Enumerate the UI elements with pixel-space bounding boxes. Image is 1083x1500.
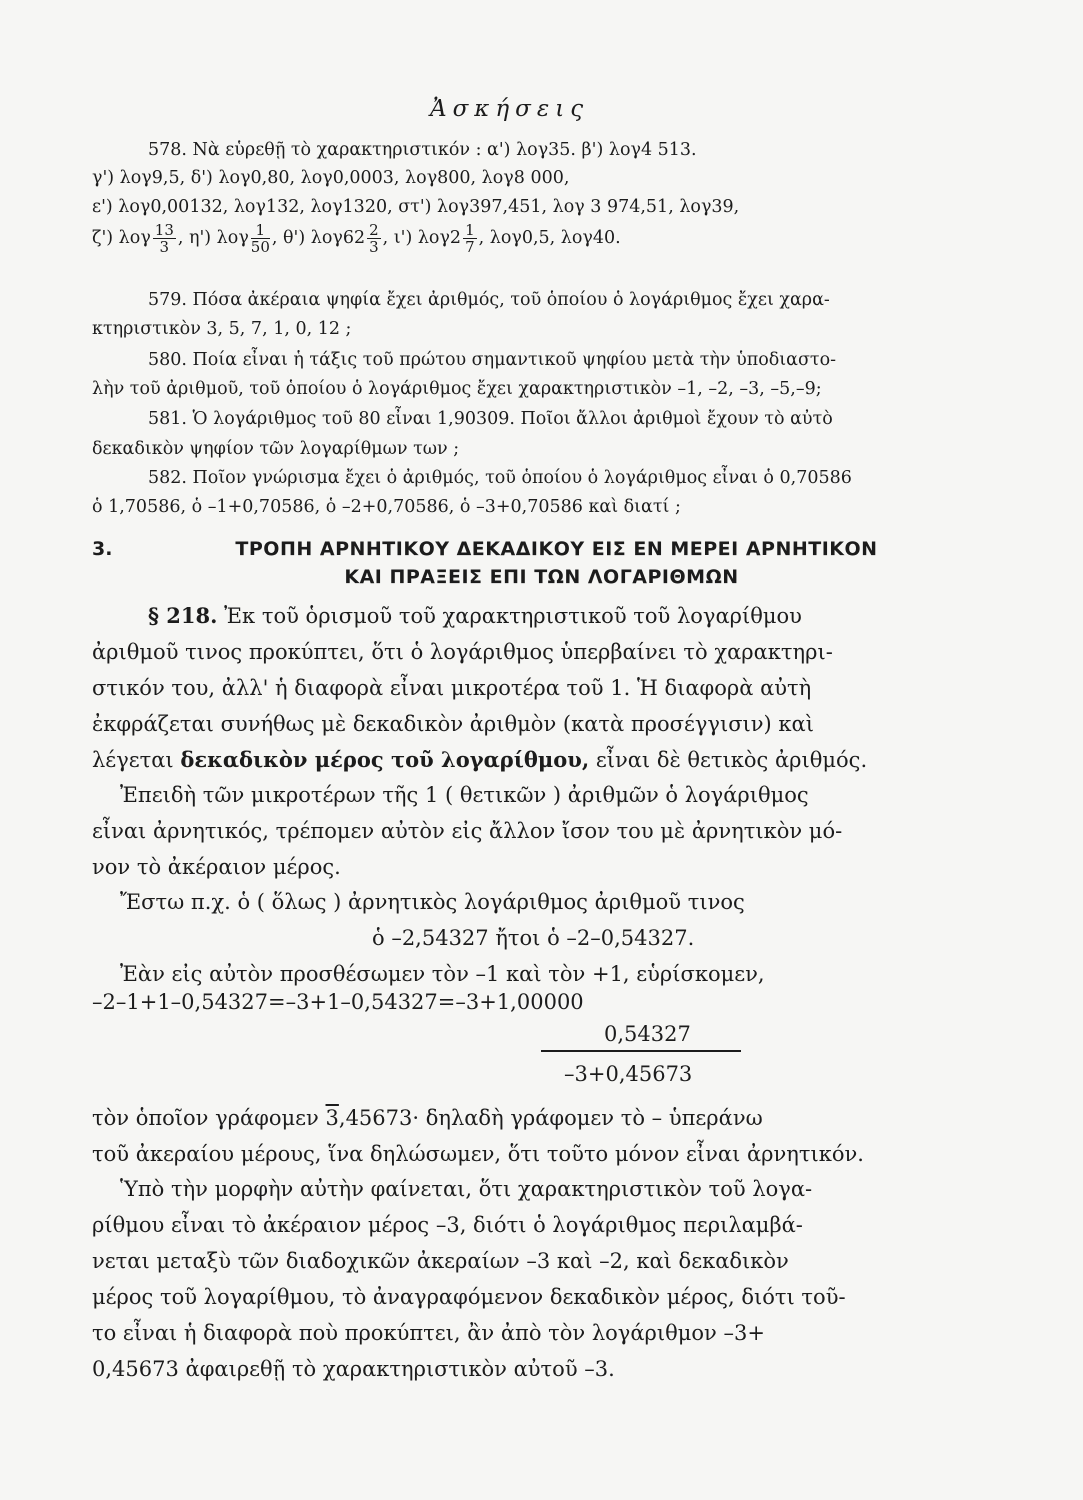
paragraph-example-line-1: Ἔστω π.χ. ὁ ( ὅλως ) ἀρνητικὸς λογάριθμος ἀριθμοῦ τινος: [120, 890, 745, 914]
paragraph-since-line-1: Ἐπειδὴ τῶν μικροτέρων τῆς 1 ( θετικῶν ) ἀριθμῶν ὁ λογάριθμος: [120, 783, 809, 807]
fraction-1-7: [463, 222, 477, 255]
bar-integer: 3: [325, 1106, 339, 1130]
paragraph-218-line-5: [92, 742, 867, 778]
calculation-line-2: 0,54327: [604, 1022, 691, 1046]
line-tail: , λογ0,5, λογ40.: [478, 228, 621, 248]
section-number: 3.: [92, 538, 113, 560]
exercise-579-line-1: 579. Πόσα ἀκέραια ψηφία ἔχει ἀριθμός, τοῦ ὁποίου ὁ λογάριθμος ἔχει χαρα-: [148, 290, 830, 310]
exercise-578-line-4: [92, 222, 621, 255]
exercise-581-line-1: 581. Ὁ λογάριθμος τοῦ 80 εἶναι 1,90309. Ποῖοι ἄλλοι ἀριθμοὶ ἔχουν τὸ αὐτὸ: [148, 409, 833, 429]
calculation-rule: [541, 1050, 741, 1052]
exercise-580-line-1: 580. Ποία εἶναι ἡ τάξις τοῦ πρώτου σημαντικοῦ ψηφίου μετὰ τὴν ὑποδιαστο-: [148, 350, 837, 370]
paragraph-text: λέγεται: [92, 748, 181, 772]
fraction-numerator: 1: [251, 222, 270, 239]
iota-label: , ι') λογ2: [382, 228, 462, 248]
exercise-578-line-3: ε') λογ0,00132, λογ132, λογ1320, στ') λογ397,451, λογ 3 974,51, λογ39,: [92, 197, 740, 217]
exercises-heading: Ἀσκήσεις: [430, 96, 590, 122]
paragraph-example-line-2: ὁ –2,54327 ἤτοι ὁ –2–0,54327.: [372, 926, 695, 950]
theta-label: , θ') λογ62: [271, 228, 366, 248]
exercise-579-line-2: κτηριστικὸν 3, 5, 7, 1, 0, 12 ;: [92, 319, 352, 339]
paragraph-text: εἶναι δὲ θετικὸς ἀριθμός.: [589, 748, 868, 772]
paragraph-form-line-6: 0,45673 ἀφαιρεθῇ τὸ χαρακτηριστικὸν αὐτοῦ –3.: [92, 1357, 615, 1381]
paragraph-form-line-5: το εἶναι ἡ διαφορὰ ποὺ προκύπτει, ἂν ἀπὸ τὸν λογάριθμον –3+: [92, 1321, 765, 1345]
paragraph-since-line-2: εἶναι ἀρνητικός, τρέπομεν αὐτὸν εἰς ἄλλον ἴσον του μὲ ἀρνητικὸν μό-: [92, 819, 843, 843]
section-title-line-2: ΚΑΙ ΠΡΑΞΕΙΣ ΕΠΙ ΤΩΝ ΛΟΓΑΡΙΘΜΩΝ: [344, 566, 739, 588]
calculation-line-1: –2–1+1–0,54327=–3+1–0,54327=–3+1,00000: [92, 990, 584, 1014]
fraction-1-50: [251, 222, 270, 255]
paragraph-form-line-1: Ὑπὸ τὴν μορφὴν αὐτὴν φαίνεται, ὅτι χαρακτηριστικὸν τοῦ λογα-: [120, 1177, 813, 1201]
paragraph-since-line-3: νον τὸ ἀκέραιον μέρος.: [92, 855, 341, 879]
eta-label: , η') λογ: [177, 228, 249, 248]
paragraph-text: ,45673· δηλαδὴ γράφομεν τὸ – ὑπεράνω: [338, 1106, 763, 1130]
fraction-numerator: 2: [369, 221, 379, 239]
paragraph-218-line-1: [148, 598, 802, 634]
fraction-denominator: 3: [369, 238, 379, 256]
paragraph-if-line-1: Ἐὰν εἰς αὐτὸν προσθέσωμεν τὸν –1 καὶ τὸν +1, εὑρίσκομεν,: [120, 962, 765, 986]
exercise-578-line-2: γ') λογ9,5, δ') λογ0,80, λογ0,0003, λογ800, λογ8 000,: [92, 168, 570, 188]
exercise-582-line-1: 582. Ποῖον γνώρισμα ἔχει ὁ ἀριθμός, τοῦ ὁποίου ὁ λογάριθμος εἶναι ὁ 0,70586: [148, 468, 852, 488]
paragraph-write-line-2: τοῦ ἀκεραίου μέρους, ἵνα δηλώσωμεν, ὅτι τοῦτο μόνον εἶναι ἀρνητικόν.: [92, 1142, 864, 1166]
paragraph-write-line-1: [92, 1100, 763, 1136]
paragraph-form-line-3: νεται μεταξὺ τῶν διαδοχικῶν ἀκεραίων –3 καὶ –2, καὶ δεκαδικὸν: [92, 1249, 789, 1273]
fraction-numerator: 1: [465, 221, 475, 239]
section-title-line-1: ΤΡΟΠΗ ΑΡΝΗΤΙΚΟΥ ΔΕΚΑΔΙΚΟΥ ΕΙΣ ΕΝ ΜΕΡΕΙ ΑΡΝΗΤΙΚΟΝ: [235, 538, 878, 560]
fraction-denominator: 7: [465, 238, 475, 256]
paragraph-form-line-2: ρίθμου εἶναι τὸ ἀκέραιον μέρος –3, διότι ὁ λογάριθμος περιλαμβά-: [92, 1213, 803, 1237]
fraction-13-3: [153, 222, 176, 255]
fraction-numerator: 13: [154, 221, 174, 239]
paragraph-218-line-4: ἐκφράζεται συνήθως μὲ δεκαδικὸν ἀριθμὸν (κατὰ προσέγγισιν) καὶ: [92, 712, 814, 736]
paragraph-218-line-3: στικόν του, ἀλλ' ἡ διαφορὰ εἶναι μικροτέρα τοῦ 1. Ἡ διαφορὰ αὐτὴ: [92, 676, 812, 700]
paragraph-form-line-4: μέρος τοῦ λογαρίθμου, τὸ ἀναγραφόμενον δεκαδικὸν μέρος, διότι τοῦ-: [92, 1285, 846, 1309]
paragraph-text: Ἐκ τοῦ ὁρισμοῦ τοῦ χαρακτηριστικοῦ τοῦ λογαρίθμου: [217, 604, 802, 628]
calculation-line-3: –3+0,45673: [564, 1062, 693, 1086]
exercise-578-line-1: 578. Νὰ εὑρεθῇ τὸ χαρακτηριστικόν : α') λογ35. β') λογ4 513.: [148, 140, 697, 160]
fraction-denominator: 3: [159, 238, 170, 256]
exercise-582-line-2: ὁ 1,70586, ὁ –1+0,70586, ὁ –2+0,70586, ὁ –3+0,70586 καὶ διατί ;: [92, 497, 681, 517]
defined-term: δεκαδικὸν μέρος τοῦ λογαρίθμου,: [180, 747, 590, 772]
exercise-580-line-2: λὴν τοῦ ἀριθμοῦ, τοῦ ὁποίου ὁ λογάριθμος ἔχει χαρακτηριστικὸν –1, –2, –3, –5,–9;: [92, 379, 822, 399]
paragraph-text: τὸν ὁποῖον γράφομεν: [92, 1106, 326, 1130]
fraction-2-3: [367, 222, 381, 255]
fraction-denominator: 50: [250, 238, 270, 256]
section-mark: § 218.: [148, 603, 218, 628]
paragraph-218-line-2: ἀριθμοῦ τινος προκύπτει, ὅτι ὁ λογάριθμος ὑπερβαίνει τὸ χαρακτηρι-: [92, 640, 833, 664]
z-label: ζ') λογ: [92, 228, 151, 248]
exercise-581-line-2: δεκαδικὸν ψηφίον τῶν λογαρίθμων των ;: [92, 439, 460, 459]
